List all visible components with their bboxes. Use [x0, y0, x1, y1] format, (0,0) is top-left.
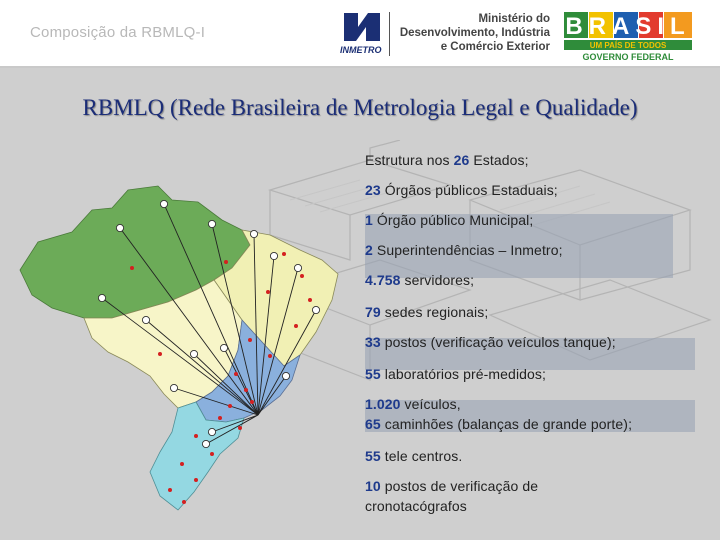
fact-text: Órgão público Municipal;: [372, 212, 534, 228]
fact-item: [365, 302, 488, 322]
fact-item: [365, 270, 474, 290]
fact-text: laboratórios pré-medidos;: [380, 366, 547, 382]
fact-number: 79: [365, 304, 381, 320]
fact-text: cronotacógrafos: [365, 498, 467, 514]
fact-text: Estrutura nos: [365, 152, 454, 168]
fact-text: postos de verificação de: [380, 478, 539, 494]
fact-item: [365, 180, 558, 200]
fact-number: 55: [365, 448, 381, 464]
fact-text: Estados;: [469, 152, 529, 168]
header-divider: [389, 12, 390, 56]
inmetro-wordmark: INMETRO: [340, 45, 382, 55]
fact-number: 4.758: [365, 272, 401, 288]
fact-number: 10: [365, 478, 381, 494]
fact-text: Órgãos públicos Estaduais;: [380, 182, 558, 198]
fact-item: [365, 364, 546, 384]
brasil-subtitle: GOVERNO FEDERAL: [582, 52, 674, 62]
fact-number: 23: [365, 182, 381, 198]
fact-item: [365, 150, 529, 170]
ministry-name: [392, 12, 550, 54]
fact-text: Superintendências – Inmetro;: [372, 242, 563, 258]
fact-text: tele centros.: [380, 448, 463, 464]
brasil-tagline: UM PAÍS DE TODOS: [589, 41, 667, 50]
fact-item: [365, 446, 462, 466]
brazil-network-map: [0, 150, 370, 530]
fact-item: [365, 394, 632, 434]
fact-text: veículos,: [400, 396, 461, 412]
fact-text: servidores;: [400, 272, 475, 288]
fact-item: [365, 332, 616, 352]
header: [0, 0, 720, 66]
fact-number: 26: [453, 152, 470, 168]
fact-item: [365, 476, 538, 516]
page-title: RBMLQ (Rede Brasileira de Metrologia Legal e Qualidade): [82, 95, 638, 120]
brasil-wordmark: BRASIL: [565, 13, 691, 40]
fact-text: sedes regionais;: [380, 304, 489, 320]
fact-text: postos (verificação veículos tanque);: [380, 334, 616, 350]
fact-item: [365, 210, 533, 230]
fact-text: caminhões (balanças de grande porte);: [380, 416, 633, 432]
fact-number: 1: [365, 212, 373, 228]
fact-number: 1.020: [365, 396, 401, 412]
ministry-line: Desenvolvimento, Indústria: [399, 27, 550, 39]
fact-item: [365, 240, 563, 260]
fact-number: 33: [365, 334, 381, 350]
brasil-government-logo: [562, 10, 694, 62]
slide-label: Composição da RBMLQ-I: [30, 24, 206, 41]
fact-number: 65: [365, 416, 381, 432]
ministry-line: e Comércio Exterior: [440, 41, 550, 53]
fact-number: 2: [365, 242, 373, 258]
fact-number: 55: [365, 366, 381, 382]
ministry-line: Ministério do: [478, 13, 550, 25]
